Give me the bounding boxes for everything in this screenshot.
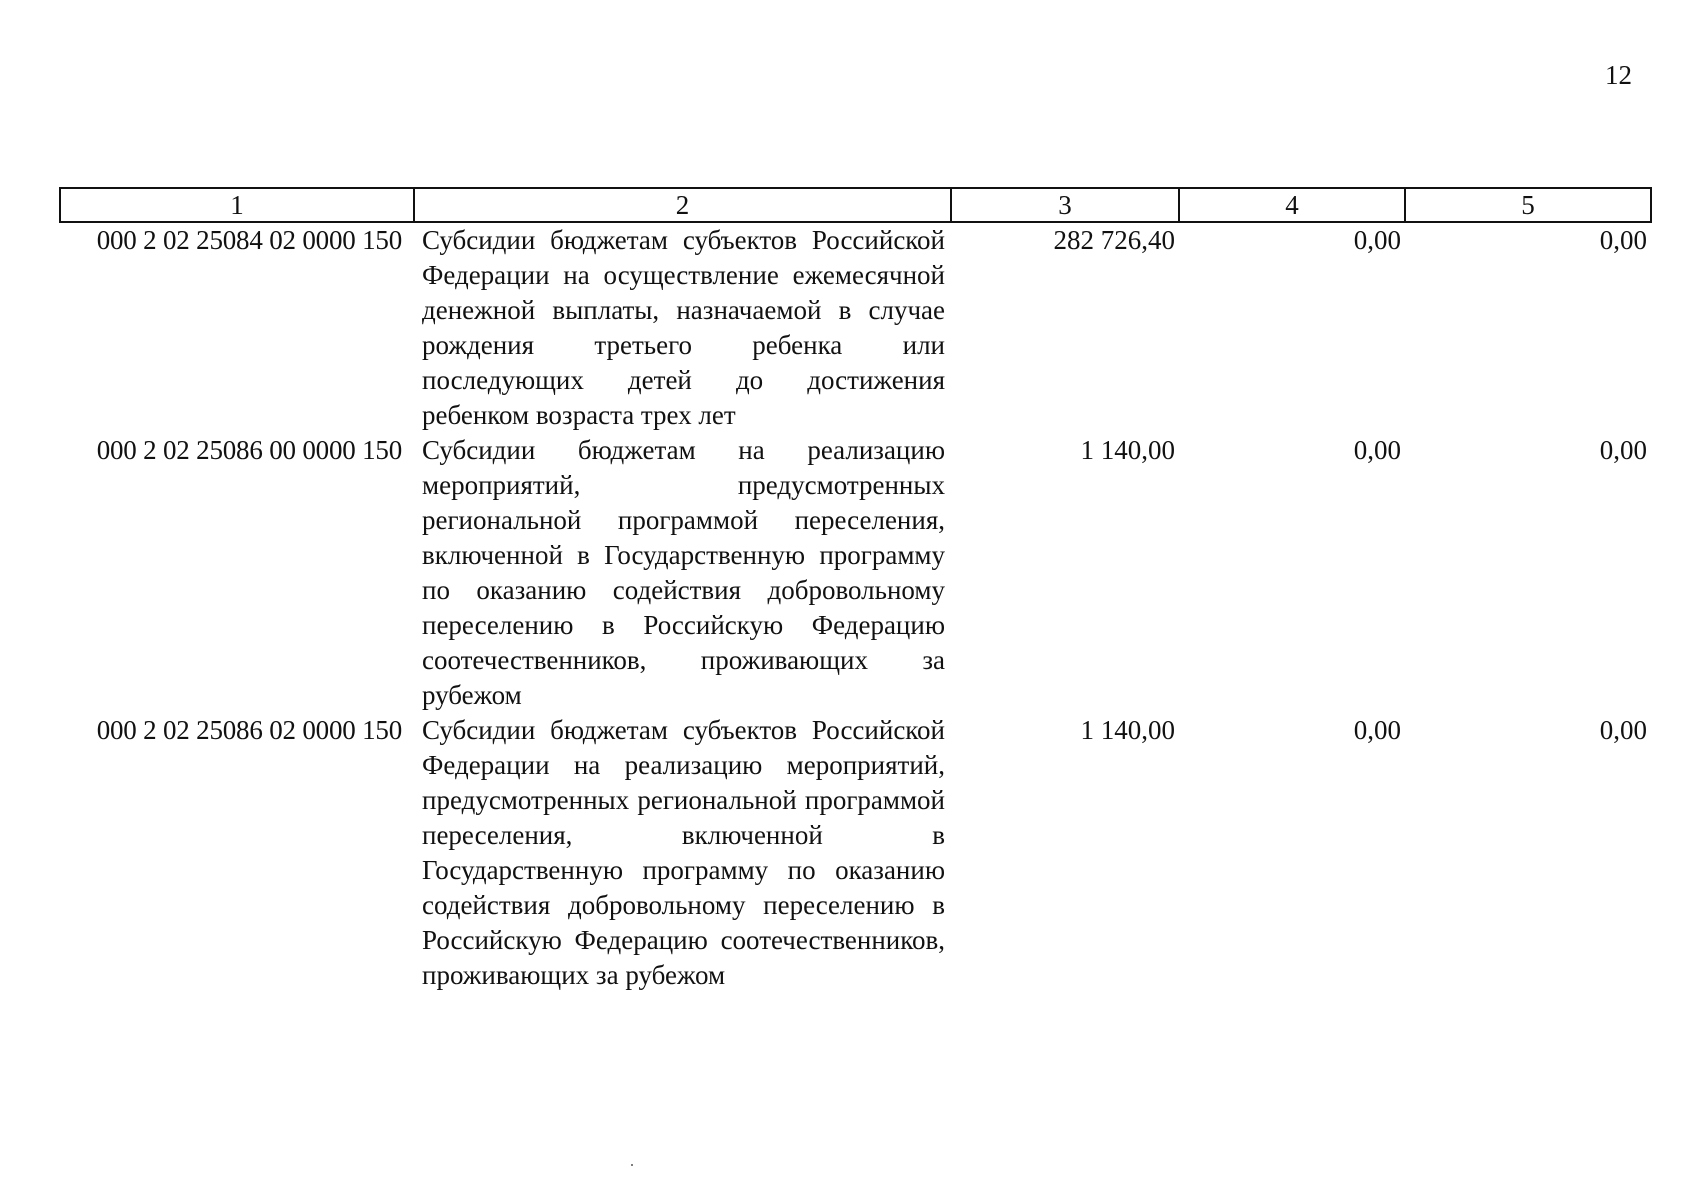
budget-table: [59, 187, 1652, 993]
header-row: [60, 188, 1651, 222]
row-value-col3: 1 140,00: [1080, 715, 1175, 745]
row-code: 000 2 02 25086 00 0000 150: [96, 435, 402, 465]
row-value-col4: 0,00: [1353, 715, 1401, 745]
header-col-5: 5: [1405, 188, 1651, 222]
table-body: [60, 222, 1651, 993]
row-name: Субсидии бюджетам на реализацию мероприятий, предусмотренных региональной программой переселения, включенной в Государственную программу по оказанию содействия добровольному переселению в Российскую Федерацию соотечественников, проживающих за рубежом: [422, 435, 945, 710]
header-col-1: 1: [60, 188, 414, 222]
table-row: [60, 433, 1651, 713]
row-code: 000 2 02 25086 02 0000 150: [96, 715, 402, 745]
header-col-4: 4: [1179, 188, 1405, 222]
header-col-2: 2: [414, 188, 951, 222]
table-row: [60, 713, 1651, 993]
row-name: Субсидии бюджетам субъектов Российской Федерации на реализацию мероприятий, предусмотренных региональной программой переселения, включенной в Государственную программу по оказанию содействия добровольному переселению в Российскую Федерацию соотечественников, проживающих за рубежом: [422, 715, 945, 990]
table-row: [60, 222, 1651, 433]
scan-dot: [631, 1164, 633, 1166]
row-code: 000 2 02 25084 02 0000 150: [96, 225, 402, 255]
row-value-col3: 1 140,00: [1080, 435, 1175, 465]
table-header: [60, 188, 1651, 222]
row-value-col5: 0,00: [1599, 225, 1647, 255]
row-value-col3: 282 726,40: [1053, 225, 1175, 255]
page-number: 12: [1605, 60, 1632, 90]
row-name: Субсидии бюджетам субъектов Российской Федерации на осуществление ежемесячной денежной выплаты, назначаемой в случае рождения третьего ребенка или последующих детей до достижения ребенком возраста трех лет: [422, 225, 945, 430]
row-value-col4: 0,00: [1353, 435, 1401, 465]
row-value-col4: 0,00: [1353, 225, 1401, 255]
row-value-col5: 0,00: [1599, 435, 1647, 465]
header-col-3: 3: [951, 188, 1179, 222]
row-value-col5: 0,00: [1599, 715, 1647, 745]
